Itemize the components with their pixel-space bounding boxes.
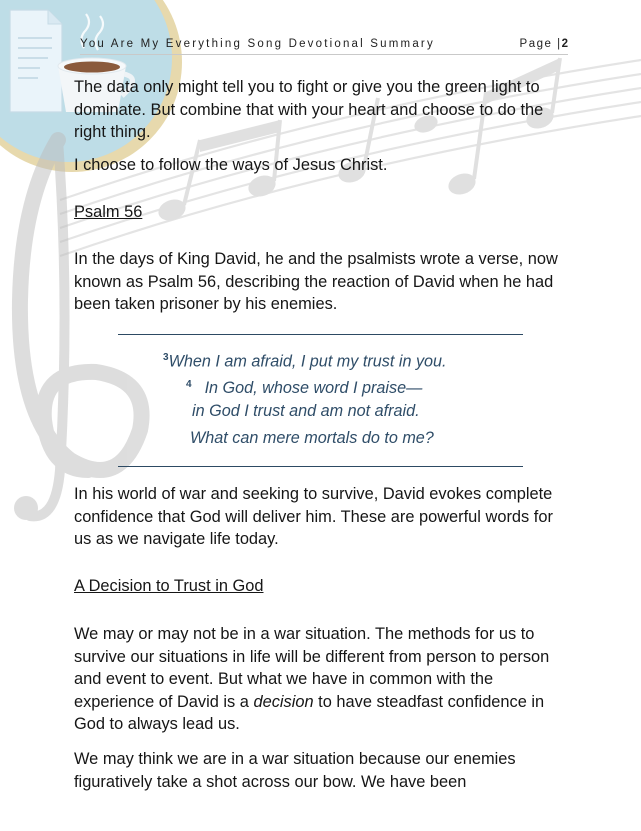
section-heading-psalm-56: Psalm 56 [74,203,143,221]
quote-line-2 [186,375,422,398]
quote-line-3: in God I trust and am not afraid. [192,402,420,420]
quote-text: When I am afraid, I put my trust in you. [168,352,447,371]
scripture-quote-block [118,334,523,467]
section-heading-decision: A Decision to Trust in God [74,577,264,595]
paragraph: In the days of King David, he and the psalmists wrote a verse, now known as Psalm 56, describing the reaction of David when he had been taken prisoner by his enemies. [74,250,558,313]
quote-line-4: What can mere mortals do to me? [190,429,434,447]
paragraph: In his world of war and seeking to survive, David evokes complete confidence that God will deliver him. These are powerful words for us as we navigate life today. [74,485,553,548]
page-header [80,38,568,55]
quote-text: In God, whose word I praise— [204,379,423,398]
page-label: Page | [519,38,562,50]
paragraph-text: We may or may not be in a war situation. The methods for us to survive our situations in life will be different from person to person and event to event. But what we have in common with the experience of David is a [74,625,550,711]
page-number: 2 [561,38,568,50]
paragraph: The data only might tell you to fight or give you the green light to dominate. But combine that with your heart and choose to do the right thing. [74,78,544,141]
quote-line-1 [163,348,447,371]
page-number-label [520,38,568,50]
paragraph: I choose to follow the ways of Jesus Christ. [74,156,388,174]
verse-number: 4 [186,379,192,390]
paragraph-text: to have steadfast confidence in God to always lead us. [74,692,545,733]
document-title: You Are My Everything Song Devotional Summary [80,38,435,50]
emphasis-text: decision [253,692,314,711]
paragraph [74,623,570,736]
verse-number: 3 [163,352,169,363]
paragraph: We may think we are in a war situation because our enemies figuratively take a shot across our bow. We have been [74,750,516,791]
